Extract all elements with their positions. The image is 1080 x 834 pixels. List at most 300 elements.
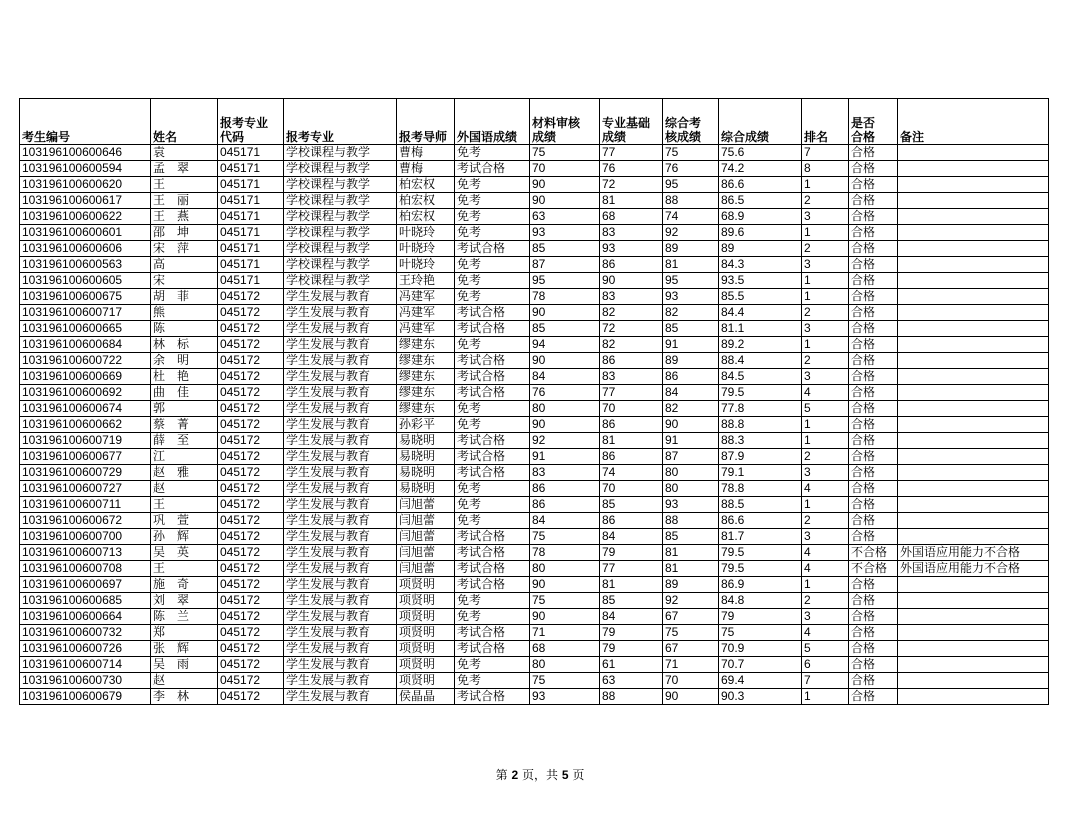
cell-material-score: 90 (530, 353, 600, 369)
cell-major-code: 045171 (218, 273, 284, 289)
cell-remarks (898, 385, 1049, 401)
cell-basic-score: 83 (600, 289, 663, 305)
cell-total-score: 70.9 (719, 641, 802, 657)
cell-qualified: 合格 (849, 481, 898, 497)
cell-basic-score: 82 (600, 337, 663, 353)
table-row (20, 577, 1049, 593)
table-row (20, 321, 1049, 337)
cell-material-score: 90 (530, 305, 600, 321)
cell-candidate-id: 103196100600719 (20, 433, 151, 449)
cell-language-score: 免考 (455, 513, 530, 529)
cell-total-score: 79.5 (719, 561, 802, 577)
cell-material-score: 90 (530, 193, 600, 209)
cell-name: 陈 兰 (151, 609, 218, 625)
cell-name: 宋 萍 (151, 241, 218, 257)
cell-qualified: 合格 (849, 337, 898, 353)
cell-advisor: 项贤明 (397, 673, 455, 689)
cell-candidate-id: 103196100600674 (20, 401, 151, 417)
footer-suffix: 页 (572, 768, 585, 782)
cell-advisor: 闫旭蕾 (397, 513, 455, 529)
header-row (20, 99, 1049, 145)
cell-name: 郭 (151, 401, 218, 417)
cell-advisor: 缪建东 (397, 353, 455, 369)
cell-major: 学生发展与教育 (284, 561, 397, 577)
cell-major-code: 045171 (218, 161, 284, 177)
cell-qualified: 合格 (849, 145, 898, 161)
header-comprehensive-exam-score (663, 99, 719, 145)
cell-basic-score: 81 (600, 193, 663, 209)
cell-candidate-id: 103196100600679 (20, 689, 151, 705)
cell-basic-score: 85 (600, 593, 663, 609)
cell-comprehensive-exam-score: 89 (663, 241, 719, 257)
header-rank-line: 排名 (804, 130, 829, 144)
cell-comprehensive-exam-score: 90 (663, 417, 719, 433)
cell-remarks (898, 337, 1049, 353)
cell-major-code: 045172 (218, 673, 284, 689)
cell-qualified: 合格 (849, 401, 898, 417)
cell-material-score: 90 (530, 609, 600, 625)
cell-rank: 4 (802, 545, 849, 561)
cell-advisor: 易晓明 (397, 433, 455, 449)
cell-language-score: 考试合格 (455, 369, 530, 385)
cell-rank: 5 (802, 401, 849, 417)
table-row (20, 209, 1049, 225)
cell-major: 学生发展与教育 (284, 689, 397, 705)
cell-qualified: 合格 (849, 625, 898, 641)
cell-basic-score: 86 (600, 257, 663, 273)
cell-qualified: 合格 (849, 641, 898, 657)
cell-language-score: 免考 (455, 609, 530, 625)
cell-total-score: 85.5 (719, 289, 802, 305)
cell-advisor: 冯建军 (397, 321, 455, 337)
cell-qualified: 合格 (849, 193, 898, 209)
cell-name: 蔡 菁 (151, 417, 218, 433)
cell-rank: 2 (802, 513, 849, 529)
cell-basic-score: 70 (600, 401, 663, 417)
score-table (19, 98, 1049, 705)
cell-language-score: 考试合格 (455, 321, 530, 337)
table-row (20, 385, 1049, 401)
cell-total-score: 79.5 (719, 385, 802, 401)
cell-major-code: 045172 (218, 689, 284, 705)
cell-name: 杜 艳 (151, 369, 218, 385)
header-qualified-line: 是否 (851, 116, 876, 130)
header-material-score-line: 成绩 (532, 130, 557, 144)
cell-comprehensive-exam-score: 81 (663, 561, 719, 577)
cell-material-score: 68 (530, 641, 600, 657)
cell-candidate-id: 103196100600713 (20, 545, 151, 561)
cell-major-code: 045172 (218, 401, 284, 417)
cell-name: 施 奇 (151, 577, 218, 593)
cell-basic-score: 76 (600, 161, 663, 177)
cell-major-code: 045172 (218, 481, 284, 497)
cell-language-score: 考试合格 (455, 577, 530, 593)
cell-comprehensive-exam-score: 92 (663, 593, 719, 609)
cell-qualified: 合格 (849, 577, 898, 593)
cell-material-score: 71 (530, 625, 600, 641)
cell-total-score: 88.3 (719, 433, 802, 449)
table-row (20, 289, 1049, 305)
cell-candidate-id: 103196100600605 (20, 273, 151, 289)
table-row (20, 433, 1049, 449)
cell-remarks (898, 177, 1049, 193)
cell-name: 赵 (151, 673, 218, 689)
cell-major-code: 045172 (218, 369, 284, 385)
cell-basic-score: 83 (600, 225, 663, 241)
table-row (20, 625, 1049, 641)
cell-basic-score: 74 (600, 465, 663, 481)
cell-advisor: 项贤明 (397, 609, 455, 625)
cell-qualified: 合格 (849, 353, 898, 369)
cell-remarks (898, 305, 1049, 321)
cell-advisor: 曹梅 (397, 161, 455, 177)
cell-advisor: 闫旭蕾 (397, 497, 455, 513)
table-row (20, 641, 1049, 657)
cell-major: 学生发展与教育 (284, 657, 397, 673)
table-row (20, 353, 1049, 369)
cell-material-score: 83 (530, 465, 600, 481)
cell-major-code: 045172 (218, 513, 284, 529)
cell-candidate-id: 103196100600669 (20, 369, 151, 385)
cell-advisor: 孙彩平 (397, 417, 455, 433)
cell-comprehensive-exam-score: 86 (663, 369, 719, 385)
cell-advisor: 缪建东 (397, 337, 455, 353)
cell-remarks (898, 689, 1049, 705)
cell-major-code: 045172 (218, 545, 284, 561)
header-name (151, 99, 218, 145)
cell-basic-score: 93 (600, 241, 663, 257)
cell-candidate-id: 103196100600714 (20, 657, 151, 673)
cell-advisor: 项贤明 (397, 641, 455, 657)
cell-material-score: 90 (530, 177, 600, 193)
cell-total-score: 88.8 (719, 417, 802, 433)
cell-name: 宋 (151, 273, 218, 289)
cell-total-score: 68.9 (719, 209, 802, 225)
cell-basic-score: 77 (600, 561, 663, 577)
cell-basic-score: 85 (600, 497, 663, 513)
cell-major: 学校课程与教学 (284, 145, 397, 161)
cell-remarks (898, 593, 1049, 609)
cell-comprehensive-exam-score: 81 (663, 545, 719, 561)
cell-remarks: 外国语应用能力不合格 (898, 545, 1049, 561)
cell-basic-score: 77 (600, 385, 663, 401)
cell-major-code: 045172 (218, 657, 284, 673)
cell-name: 刘 翠 (151, 593, 218, 609)
cell-major: 学生发展与教育 (284, 321, 397, 337)
header-total-score-line: 综合成绩 (721, 130, 770, 144)
header-advisor (397, 99, 455, 145)
cell-total-score: 84.4 (719, 305, 802, 321)
table-row (20, 657, 1049, 673)
cell-rank: 1 (802, 689, 849, 705)
cell-rank: 3 (802, 609, 849, 625)
cell-advisor: 叶晓玲 (397, 225, 455, 241)
cell-major-code: 045172 (218, 449, 284, 465)
cell-qualified: 合格 (849, 209, 898, 225)
cell-candidate-id: 103196100600672 (20, 513, 151, 529)
cell-language-score: 考试合格 (455, 241, 530, 257)
cell-language-score: 免考 (455, 257, 530, 273)
cell-advisor: 易晓明 (397, 481, 455, 497)
cell-language-score: 考试合格 (455, 449, 530, 465)
table-row (20, 193, 1049, 209)
cell-language-score: 免考 (455, 289, 530, 305)
cell-name: 赵 雅 (151, 465, 218, 481)
cell-remarks (898, 193, 1049, 209)
cell-candidate-id: 103196100600620 (20, 177, 151, 193)
cell-comprehensive-exam-score: 85 (663, 529, 719, 545)
cell-language-score: 免考 (455, 417, 530, 433)
cell-remarks (898, 433, 1049, 449)
cell-candidate-id: 103196100600606 (20, 241, 151, 257)
cell-name: 邵 坤 (151, 225, 218, 241)
cell-major: 学生发展与教育 (284, 513, 397, 529)
cell-language-score: 考试合格 (455, 385, 530, 401)
header-candidate-id (20, 99, 151, 145)
cell-name: 熊 (151, 305, 218, 321)
table-row (20, 545, 1049, 561)
header-major (284, 99, 397, 145)
cell-basic-score: 79 (600, 641, 663, 657)
header-candidate-id-line: 考生编号 (22, 130, 71, 144)
cell-total-score: 79 (719, 609, 802, 625)
cell-total-score: 75 (719, 625, 802, 641)
cell-qualified: 合格 (849, 257, 898, 273)
cell-comprehensive-exam-score: 90 (663, 689, 719, 705)
cell-comprehensive-exam-score: 70 (663, 673, 719, 689)
cell-qualified: 合格 (849, 673, 898, 689)
cell-advisor: 侯晶晶 (397, 689, 455, 705)
table-row (20, 497, 1049, 513)
cell-advisor: 冯建军 (397, 305, 455, 321)
cell-name: 袁 (151, 145, 218, 161)
cell-major: 学生发展与教育 (284, 593, 397, 609)
cell-rank: 7 (802, 673, 849, 689)
header-major-line: 报考专业 (286, 130, 335, 144)
cell-advisor: 项贤明 (397, 577, 455, 593)
cell-material-score: 85 (530, 241, 600, 257)
header-language-score (455, 99, 530, 145)
cell-candidate-id: 103196100600685 (20, 593, 151, 609)
cell-material-score: 80 (530, 401, 600, 417)
cell-name: 江 (151, 449, 218, 465)
cell-major: 学校课程与教学 (284, 193, 397, 209)
cell-qualified: 合格 (849, 593, 898, 609)
cell-basic-score: 61 (600, 657, 663, 673)
table-row (20, 305, 1049, 321)
header-qualified (849, 99, 898, 145)
cell-comprehensive-exam-score: 89 (663, 577, 719, 593)
cell-candidate-id: 103196100600708 (20, 561, 151, 577)
cell-rank: 1 (802, 417, 849, 433)
cell-basic-score: 79 (600, 545, 663, 561)
cell-major-code: 045171 (218, 177, 284, 193)
cell-name: 吴 雨 (151, 657, 218, 673)
cell-total-score: 84.5 (719, 369, 802, 385)
cell-language-score: 考试合格 (455, 465, 530, 481)
cell-major: 学生发展与教育 (284, 641, 397, 657)
table-row (20, 673, 1049, 689)
table-row (20, 257, 1049, 273)
cell-qualified: 合格 (849, 417, 898, 433)
cell-qualified: 合格 (849, 465, 898, 481)
cell-major-code: 045172 (218, 577, 284, 593)
cell-total-score: 78.8 (719, 481, 802, 497)
cell-remarks (898, 209, 1049, 225)
cell-advisor: 闫旭蕾 (397, 545, 455, 561)
cell-remarks (898, 625, 1049, 641)
cell-name: 高 (151, 257, 218, 273)
cell-qualified: 合格 (849, 305, 898, 321)
cell-material-score: 95 (530, 273, 600, 289)
cell-total-score: 86.5 (719, 193, 802, 209)
cell-qualified: 合格 (849, 449, 898, 465)
cell-rank: 4 (802, 561, 849, 577)
cell-candidate-id: 103196100600729 (20, 465, 151, 481)
table-row (20, 273, 1049, 289)
cell-rank: 1 (802, 225, 849, 241)
cell-basic-score: 84 (600, 529, 663, 545)
table-row (20, 689, 1049, 705)
cell-remarks (898, 641, 1049, 657)
cell-candidate-id: 103196100600717 (20, 305, 151, 321)
cell-language-score: 考试合格 (455, 161, 530, 177)
cell-total-score: 87.9 (719, 449, 802, 465)
cell-qualified: 合格 (849, 513, 898, 529)
cell-total-score: 86.9 (719, 577, 802, 593)
cell-qualified: 合格 (849, 241, 898, 257)
cell-remarks (898, 161, 1049, 177)
cell-total-score: 79.5 (719, 545, 802, 561)
cell-comprehensive-exam-score: 74 (663, 209, 719, 225)
cell-comprehensive-exam-score: 67 (663, 609, 719, 625)
cell-name: 曲 佳 (151, 385, 218, 401)
cell-qualified: 不合格 (849, 561, 898, 577)
table-row (20, 609, 1049, 625)
cell-rank: 3 (802, 529, 849, 545)
cell-rank: 5 (802, 641, 849, 657)
cell-remarks (898, 497, 1049, 513)
cell-name: 王 (151, 497, 218, 513)
cell-major-code: 045172 (218, 289, 284, 305)
cell-major-code: 045172 (218, 305, 284, 321)
cell-advisor: 缪建东 (397, 385, 455, 401)
cell-rank: 7 (802, 145, 849, 161)
cell-qualified: 合格 (849, 609, 898, 625)
cell-major-code: 045172 (218, 465, 284, 481)
cell-total-score: 81.7 (719, 529, 802, 545)
cell-remarks (898, 353, 1049, 369)
cell-name: 王 (151, 177, 218, 193)
cell-remarks (898, 513, 1049, 529)
table-row (20, 593, 1049, 609)
cell-material-score: 80 (530, 657, 600, 673)
cell-remarks (898, 481, 1049, 497)
cell-candidate-id: 103196100600711 (20, 497, 151, 513)
cell-major: 学生发展与教育 (284, 625, 397, 641)
cell-major-code: 045172 (218, 385, 284, 401)
cell-major: 学生发展与教育 (284, 481, 397, 497)
cell-language-score: 考试合格 (455, 353, 530, 369)
cell-comprehensive-exam-score: 88 (663, 193, 719, 209)
cell-comprehensive-exam-score: 82 (663, 401, 719, 417)
cell-total-score: 77.8 (719, 401, 802, 417)
cell-comprehensive-exam-score: 95 (663, 273, 719, 289)
table-row (20, 561, 1049, 577)
cell-total-score: 86.6 (719, 177, 802, 193)
cell-language-score: 免考 (455, 177, 530, 193)
header-name-line: 姓名 (153, 130, 178, 144)
cell-comprehensive-exam-score: 84 (663, 385, 719, 401)
cell-total-score: 88.5 (719, 497, 802, 513)
cell-rank: 2 (802, 449, 849, 465)
cell-remarks (898, 673, 1049, 689)
table-row (20, 529, 1049, 545)
cell-total-score: 84.8 (719, 593, 802, 609)
cell-language-score: 免考 (455, 225, 530, 241)
cell-language-score: 考试合格 (455, 625, 530, 641)
cell-major: 学生发展与教育 (284, 465, 397, 481)
cell-language-score: 免考 (455, 193, 530, 209)
cell-rank: 2 (802, 241, 849, 257)
cell-major: 学校课程与教学 (284, 225, 397, 241)
cell-basic-score: 84 (600, 609, 663, 625)
header-basic-score (600, 99, 663, 145)
cell-remarks (898, 225, 1049, 241)
footer-prefix: 第 (495, 768, 508, 782)
cell-major-code: 045172 (218, 593, 284, 609)
cell-material-score: 87 (530, 257, 600, 273)
header-basic-score-line: 专业基础 (602, 116, 651, 130)
cell-qualified: 合格 (849, 385, 898, 401)
cell-major: 学生发展与教育 (284, 353, 397, 369)
cell-major: 学生发展与教育 (284, 289, 397, 305)
cell-major-code: 045172 (218, 529, 284, 545)
cell-basic-score: 63 (600, 673, 663, 689)
cell-major: 学生发展与教育 (284, 369, 397, 385)
header-major-code-line: 报考专业 (220, 116, 269, 130)
cell-major: 学校课程与教学 (284, 161, 397, 177)
header-basic-score-line: 成绩 (602, 130, 627, 144)
cell-language-score: 考试合格 (455, 433, 530, 449)
cell-major-code: 045171 (218, 225, 284, 241)
cell-major: 学生发展与教育 (284, 417, 397, 433)
cell-name: 余 明 (151, 353, 218, 369)
cell-major: 学校课程与教学 (284, 273, 397, 289)
cell-material-score: 93 (530, 225, 600, 241)
header-comprehensive-exam-score-line: 综合考 (665, 116, 702, 130)
cell-candidate-id: 103196100600700 (20, 529, 151, 545)
cell-rank: 6 (802, 657, 849, 673)
cell-name: 赵 (151, 481, 218, 497)
cell-material-score: 75 (530, 593, 600, 609)
cell-material-score: 78 (530, 545, 600, 561)
cell-language-score: 考试合格 (455, 641, 530, 657)
cell-comprehensive-exam-score: 82 (663, 305, 719, 321)
cell-rank: 1 (802, 337, 849, 353)
cell-total-score: 86.6 (719, 513, 802, 529)
cell-advisor: 柏宏权 (397, 209, 455, 225)
cell-major-code: 045172 (218, 625, 284, 641)
cell-remarks (898, 289, 1049, 305)
cell-total-score: 84.3 (719, 257, 802, 273)
cell-material-score: 63 (530, 209, 600, 225)
cell-major: 学校课程与教学 (284, 257, 397, 273)
cell-language-score: 考试合格 (455, 561, 530, 577)
cell-major: 学生发展与教育 (284, 673, 397, 689)
cell-total-score: 69.4 (719, 673, 802, 689)
cell-material-score: 75 (530, 529, 600, 545)
